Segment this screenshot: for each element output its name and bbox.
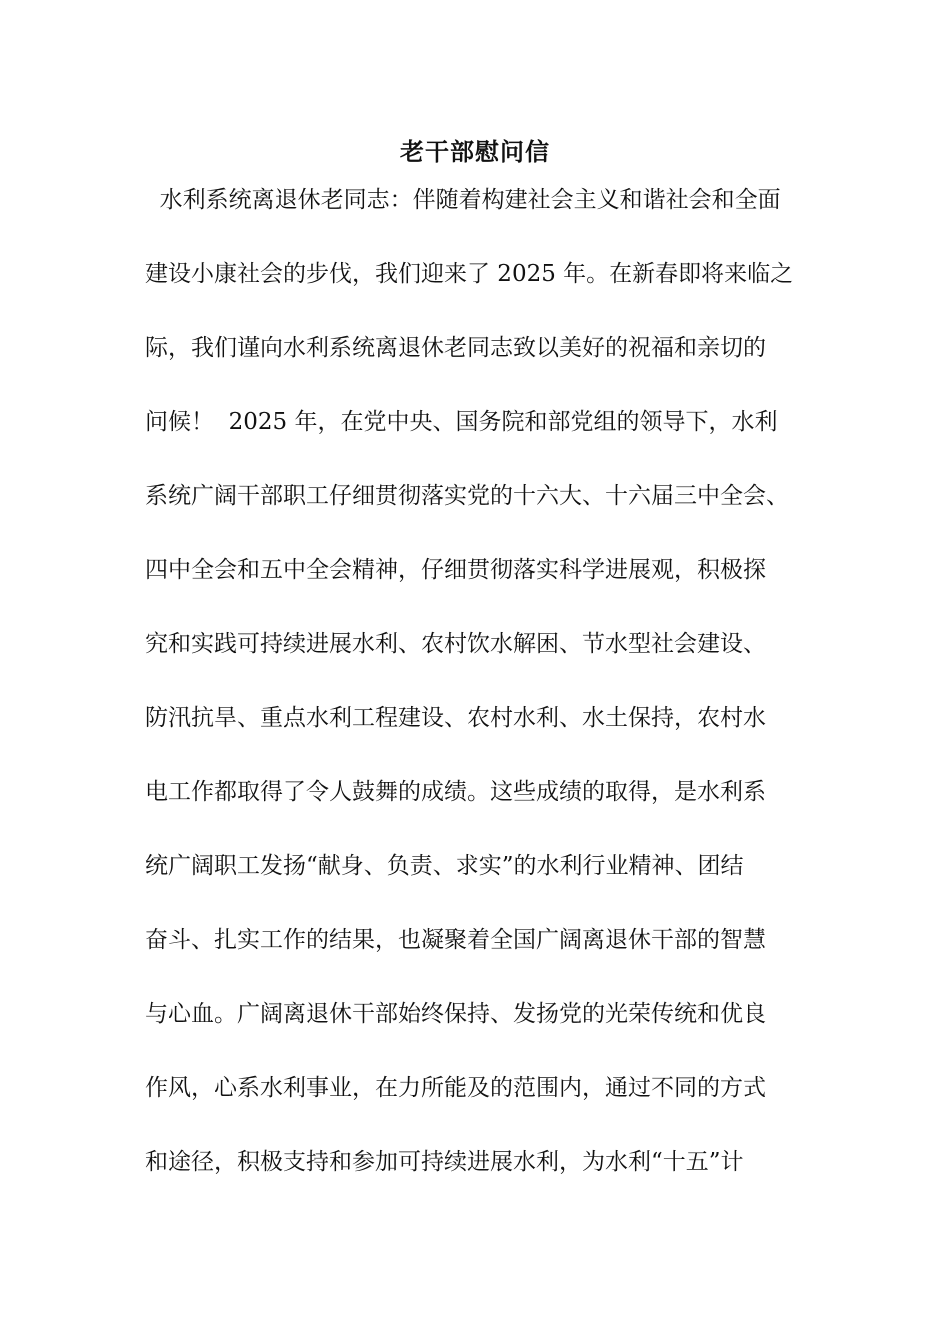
body-line: 际，我们谨向水利系统离退休老同志致以美好的祝福和亲切的 xyxy=(145,335,766,361)
body-line: 奋斗、扎实工作的结果，也凝聚着全国广阔离退休干部的智慧 xyxy=(145,927,766,953)
body-line: 问候！ 2025 年，在党中央、国务院和部党组的领导下，水利 xyxy=(145,409,778,435)
body-line: 水利系统离退休老同志：伴随着构建社会主义和谐社会和全面 xyxy=(145,187,781,213)
body-line: 四中全会和五中全会精神，仔细贯彻落实科学进展观，积极探 xyxy=(145,557,766,583)
body-line: 和途径，积极支持和参加可持续进展水利，为水利“十五”计 xyxy=(145,1149,744,1175)
body-line: 建设小康社会的步伐，我们迎来了 2025 年。在新春即将来临之 xyxy=(145,261,794,287)
body-line: 作风，心系水利事业，在力所能及的范围内，通过不同的方式 xyxy=(145,1075,766,1101)
body-line: 统广阔职工发扬“献身、负责、求实”的水利行业精神、团结 xyxy=(145,853,744,879)
body-line: 与心血。广阔离退休干部始终保持、发扬党的光荣传统和优良 xyxy=(145,1001,766,1027)
document-title: 老干部慰问信 xyxy=(400,137,550,166)
body-line: 系统广阔干部职工仔细贯彻落实党的十六大、十六届三中全会、 xyxy=(145,483,789,509)
body-line: 究和实践可持续进展水利、农村饮水解困、节水型社会建设、 xyxy=(145,631,766,657)
document-body xyxy=(145,180,825,1216)
body-line: 电工作都取得了令人鼓舞的成绩。这些成绩的取得，是水利系 xyxy=(145,779,766,805)
body-line: 防汛抗旱、重点水利工程建设、农村水利、水土保持，农村水 xyxy=(145,705,766,731)
